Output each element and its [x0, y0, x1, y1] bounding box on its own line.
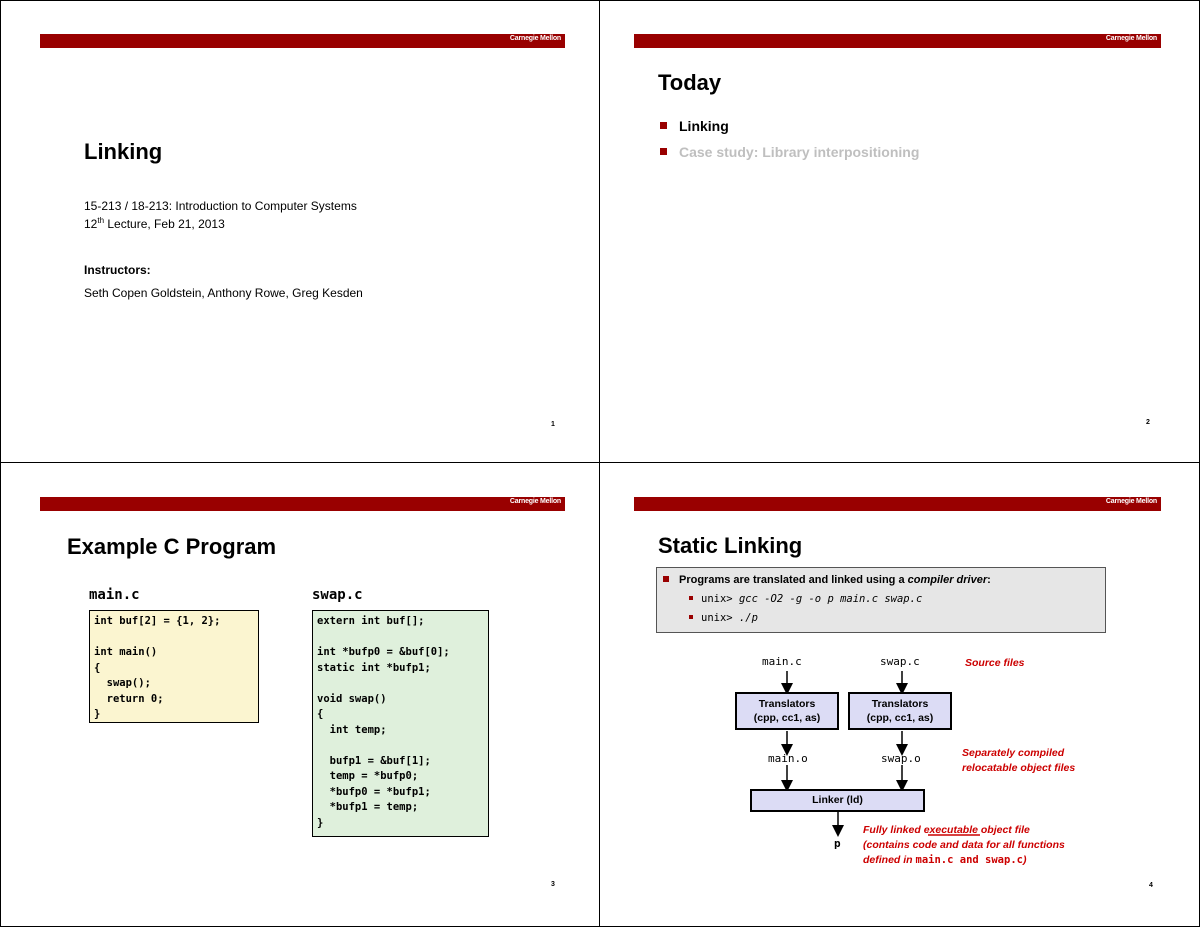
linker-box: Linker (ld)	[750, 789, 925, 812]
page-number: 2	[1146, 419, 1150, 426]
source-main: main.c	[762, 655, 802, 668]
brand-label: Carnegie Mellon	[1105, 35, 1157, 42]
object-swap: swap.o	[881, 752, 921, 765]
swap-file-label: swap.c	[312, 587, 363, 603]
slide-3	[0, 463, 600, 926]
command-2: unix> ./p	[689, 612, 758, 624]
command-1: unix> gcc -O2 -g -o p main.c swap.c	[689, 593, 922, 605]
main-file-label: main.c	[89, 587, 140, 603]
header-band	[40, 34, 565, 48]
executable-p: p	[834, 837, 841, 850]
swap-code-block: extern int buf[]; int *bufp0 = &buf[0]; static int *bufp1; void swap() { int temp; bufp1 = &buf[1]; temp = *bufp0; *bufp0 = *bufp1; *bufp1 = temp; }	[312, 610, 489, 837]
page-number: 3	[551, 881, 555, 888]
page-number: 1	[551, 421, 555, 428]
translator-main: Translators (cpp, cc1, as)	[735, 692, 839, 730]
translator-swap: Translators (cpp, cc1, as)	[848, 692, 952, 730]
main-code-block: int buf[2] = {1, 2}; int main() { swap(); return 0; }	[89, 610, 259, 723]
lecture-line: 12th Lecture, Feb 21, 2013	[84, 216, 225, 231]
source-note: Source files	[965, 657, 1025, 669]
object-note: Separately compiled relocatable object files	[962, 747, 1076, 774]
brand-label: Carnegie Mellon	[1105, 498, 1157, 505]
slide-2	[600, 0, 1200, 463]
instructors-label: Instructors:	[84, 263, 151, 277]
source-swap: swap.c	[880, 655, 920, 668]
bullet-square-icon	[660, 148, 667, 155]
bullet-linking: Linking	[660, 118, 729, 134]
bullet-case-study: Case study: Library interpositioning	[660, 144, 919, 160]
header-band	[40, 497, 565, 511]
header-band	[634, 34, 1161, 48]
driver-bullet: Programs are translated and linked using a compiler driver:	[663, 574, 991, 586]
brand-label: Carnegie Mellon	[509, 35, 561, 42]
slide-title: Static Linking	[658, 533, 803, 558]
page-number: 4	[1149, 882, 1153, 889]
course-line: 15-213 / 18-213: Introduction to Computer Systems	[84, 199, 357, 213]
slide-title: Example C Program	[67, 534, 277, 559]
slide-title: Linking	[84, 139, 163, 164]
executable-note: Fully linked executable object file (contains code and data for all functions defined in main.c and swap.c)	[863, 824, 1065, 866]
bullet-square-icon	[660, 122, 667, 129]
slide-title: Today	[658, 70, 722, 95]
object-main: main.o	[768, 752, 808, 765]
brand-label: Carnegie Mellon	[509, 498, 561, 505]
slide-4	[600, 463, 1200, 926]
slide-1	[0, 0, 600, 463]
instructors-list: Seth Copen Goldstein, Anthony Rowe, Greg Kesden	[84, 286, 363, 300]
